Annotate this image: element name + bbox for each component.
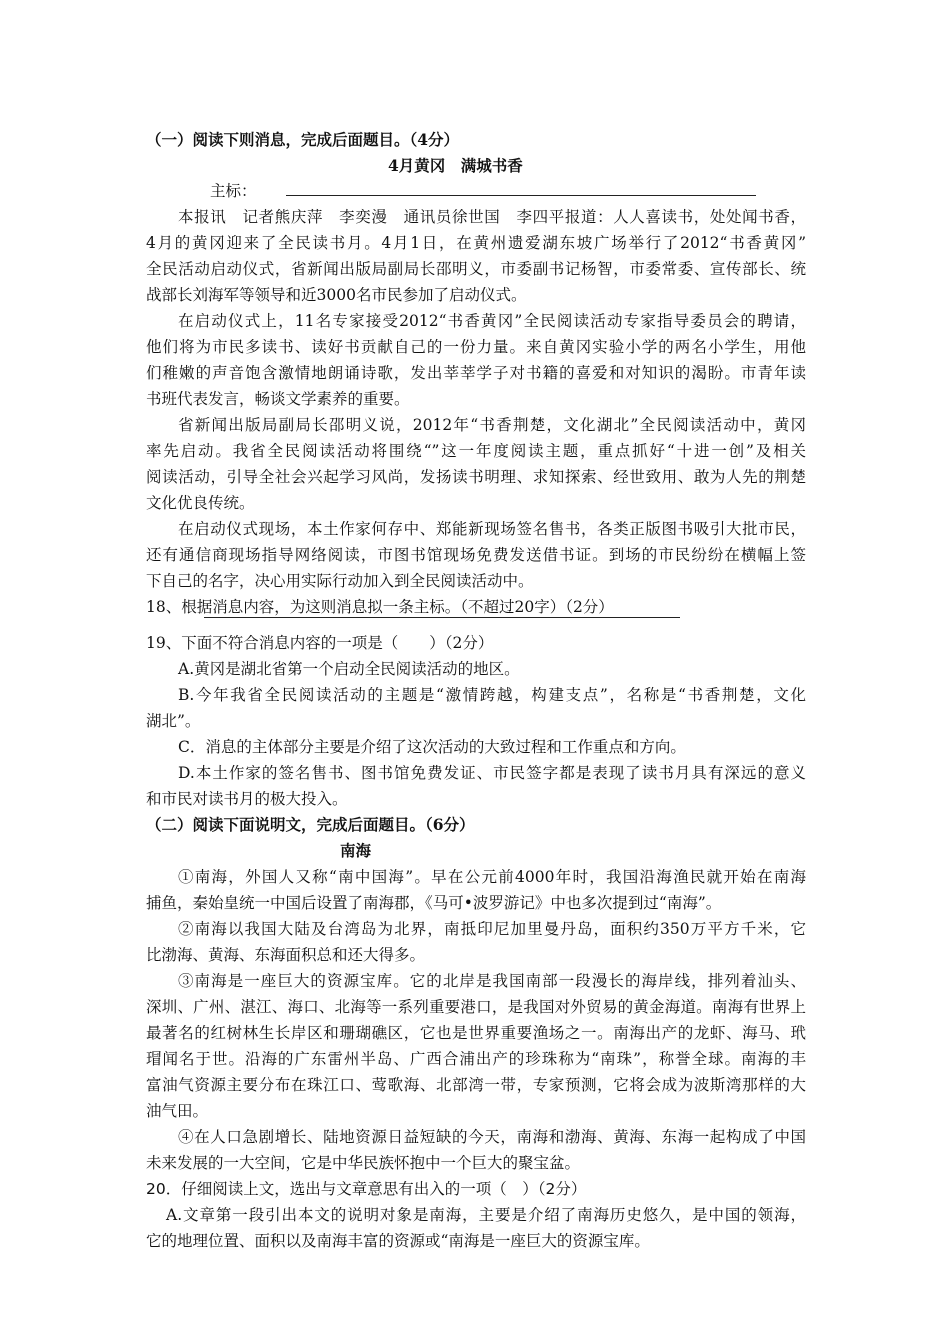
question-19-option-b-line-1: B.今年我省全民阅读活动的主题是“激情跨越，构建支点”，名称是“书香荆楚，文化 xyxy=(178,686,806,704)
essay-para-3-line-6: 油气田。 xyxy=(146,1102,209,1120)
section-1-header: （一）阅读下则消息，完成后面题目。（4分） xyxy=(146,130,460,149)
essay-para-2-line-2: 比渤海、黄海、东海面积总和还大得多。 xyxy=(146,946,426,964)
news-para-3-line-3: 阅读活动，引导全社会兴起学习风尚，发扬读书明理、求知探索、经世致用、敢为人先的荆楚 xyxy=(146,468,806,486)
section-2-header: （二）阅读下面说明文，完成后面题目。（6分） xyxy=(146,815,475,834)
question-20-option-a-line-1: A.文章第一段引出本文的说明对象是南海，主要是介绍了南海历史悠久，是中国的领海， xyxy=(166,1206,806,1224)
essay-para-3-line-1: ③南海是一座巨大的资源宝库。它的北岸是我国南部一段漫长的海岸线，排列着汕头、 xyxy=(178,972,806,990)
question-19-option-b-line-2: 湖北”。 xyxy=(146,712,201,730)
news-para-3-line-2: 率先启动。我省全民阅读活动将围绕“”这一年度阅读主题，重点抓好“十进一创”及相关 xyxy=(146,442,806,460)
question-19-option-c: C．消息的主体部分主要是介绍了这次活动的大致过程和工作重点和方向。 xyxy=(178,738,686,756)
news-para-2-line-2: 他们将为市民多读书、读好书贡献自己的一份力量。来自黄冈实验小学的两名小学生，用他 xyxy=(146,338,806,356)
news-para-1-line-2: 4月的黄冈迎来了全民读书月。4月1日，在黄州遗爱湖东坡广场举行了2012“书香黄冈” xyxy=(146,234,806,252)
news-para-1-line-3: 全民活动启动仪式，省新闻出版局副局长邵明义，市委副书记杨智，市委常委、宣传部长、统 xyxy=(146,260,806,278)
essay-para-3-line-4: 瑁闻名于世。沿海的广东雷州半岛、广西合浦出产的珍珠称为“南珠”，称誉全球。南海的丰 xyxy=(146,1050,806,1068)
essay-para-3-line-5: 富油气资源主要分布在珠江口、莺歌海、北部湾一带，专家预测，它将会成为波斯湾那样的大 xyxy=(146,1076,806,1094)
essay-para-2-line-1: ②南海以我国大陆及台湾岛为北界，南抵印尼加里曼丹岛，面积约350万平方千米，它 xyxy=(178,920,806,938)
question-18-answer-line xyxy=(204,617,680,618)
news-para-1-line-1: 本报讯 记者熊庆萍 李奕漫 通讯员徐世国 李四平报道：人人喜读书，处处闻书香， xyxy=(178,208,806,226)
section-1-title: 4月黄冈 满城书香 xyxy=(388,156,523,175)
news-para-2-line-4: 书班代表发言，畅谈文学素养的重要。 xyxy=(146,390,410,408)
main-title-blank-line xyxy=(286,195,756,196)
main-title-label: 主标： xyxy=(210,182,257,200)
question-18: 18、根据消息内容，为这则消息拟一条主标。（不超过20字）（2分） xyxy=(146,598,614,616)
news-para-2-line-1: 在启动仪式上，11名专家接受2012“书香黄冈”全民阅读活动专家指导委员会的聘请， xyxy=(178,312,806,330)
essay-para-3-line-3: 最著名的红树林生长岸区和珊瑚礁区，它也是世界重要渔场之一。南海出产的龙虾、海马、玳 xyxy=(146,1024,806,1042)
essay-para-4-line-1: ④在人口急剧增长、陆地资源日益短缺的今天，南海和渤海、黄海、东海一起构成了中国 xyxy=(178,1128,806,1146)
essay-para-4-line-2: 未来发展的一大空间，它是中华民族怀抱中一个巨大的聚宝盆。 xyxy=(146,1154,581,1172)
news-para-4-line-2: 还有通信商现场指导网络阅读，市图书馆现场免费发送借书证。到场的市民纷纷在横幅上签 xyxy=(146,546,806,564)
question-19-option-d-line-2: 和市民对读书月的极大投入。 xyxy=(146,790,348,808)
news-para-4-line-3: 下自己的名字，决心用实际行动加入到全民阅读活动中。 xyxy=(146,572,534,590)
news-para-1-line-4: 战部长刘海军等领导和近3000名市民参加了启动仪式。 xyxy=(146,286,527,304)
question-19-option-d-line-1: D.本土作家的签名售书、图书馆免费发证、市民签字都是表现了读书月具有深远的意义 xyxy=(178,764,806,782)
essay-para-3-line-2: 深圳、广州、湛江、海口、北海等一系列重要港口，是我国对外贸易的黄金海道。南海有世界上 xyxy=(146,998,806,1016)
question-19-stem: 19、下面不符合消息内容的一项是（ ）（2分） xyxy=(146,634,494,652)
question-19-option-a: A.黄冈是湖北省第一个启动全民阅读活动的地区。 xyxy=(178,660,520,678)
news-para-3-line-1: 省新闻出版局副局长邵明义说，2012年“书香荆楚，文化湖北”全民阅读活动中，黄冈 xyxy=(178,416,806,434)
news-para-4-line-1: 在启动仪式现场，本土作家何存中、郑能新现场签名售书，各类正版图书吸引大批市民， xyxy=(178,520,806,538)
question-20-option-a-line-2: 它的地理位置、面积以及南海丰富的资源或“南海是一座巨大的资源宝库。 xyxy=(146,1232,650,1250)
question-20-stem: 20．仔细阅读上文，选出与文章意思有出入的一项（ ）（2分） xyxy=(146,1180,587,1198)
news-para-3-line-4: 文化优良传统。 xyxy=(146,494,255,512)
essay-para-1-line-1: ①南海，外国人又称“南中国海”。早在公元前4000年时，我国沿海渔民就开始在南海 xyxy=(178,868,806,886)
essay-para-1-line-2: 捕鱼，秦始皇统一中国后设置了南海郡，《马可•波罗游记》中也多次提到过“南海”。 xyxy=(146,894,722,912)
news-para-2-line-3: 们稚嫩的声音饱含激情地朗诵诗歌，发出莘莘学子对书籍的喜爱和对知识的渴盼。市青年读 xyxy=(146,364,806,382)
section-2-title: 南海 xyxy=(340,841,372,860)
